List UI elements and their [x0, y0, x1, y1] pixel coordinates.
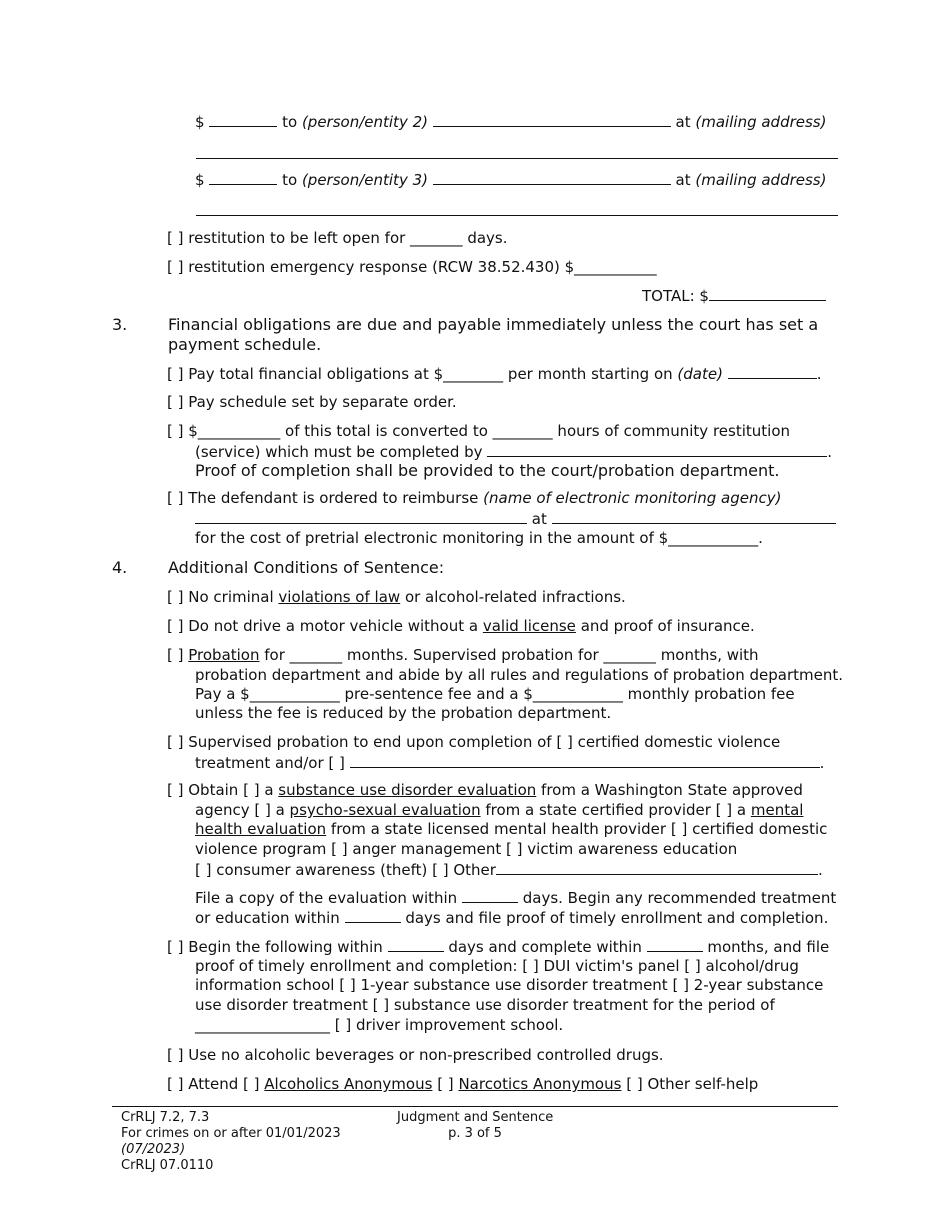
other-treatment-field[interactable] [350, 753, 820, 768]
entity-field[interactable] [433, 112, 671, 127]
mental-health-evaluation-link[interactable]: health evaluation [195, 820, 327, 838]
no-alcohol-checkbox[interactable]: [ ] Use no alcoholic beverages or non-prescribed controlled drugs. [167, 1046, 664, 1064]
section-4-number: 4. [112, 558, 128, 577]
payee-row-entity-2: $ to (person/entity 2) at (mailing address) [195, 113, 827, 131]
psycho-sexual-evaluation-link[interactable]: psycho-sexual evaluation [289, 801, 481, 819]
footer-left: CrRLJ 7.2, 7.3 For crimes on or after 01/01/2023 (07/2023) CrRLJ 07.0110 [121, 1110, 341, 1173]
footer-divider [112, 1106, 838, 1107]
treatment-days-field[interactable] [345, 908, 401, 923]
alcoholics-anonymous-link[interactable]: Alcoholics Anonymous [264, 1075, 433, 1093]
payee-row-entity-3: $ to (person/entity 3) at (mailing address) [195, 171, 827, 189]
pay-schedule-checkbox[interactable]: [ ] Pay schedule set by separate order. [167, 393, 457, 411]
footer-center [397, 1110, 553, 1142]
no-violations-checkbox[interactable]: [ ] No criminal violations of law or alcohol-related infractions. [167, 588, 626, 606]
restitution-open-checkbox[interactable]: [ ] restitution to be left open for _______ days. [167, 229, 508, 247]
amount-field[interactable] [209, 170, 277, 185]
attend-self-help-checkbox[interactable]: [ ] Attend [ ] Alcoholics Anonymous [ ] Narcotics Anonymous [ ] Other self-help [167, 1075, 759, 1093]
entity-field[interactable] [433, 170, 671, 185]
complete-months-field[interactable] [647, 937, 703, 952]
total-row: TOTAL: $ [642, 286, 826, 305]
section-4-heading: Additional Conditions of Sentence: [168, 558, 445, 577]
mental-health-evaluation-link[interactable]: mental [750, 801, 804, 819]
page-number: p. 3 of 5 [448, 1126, 502, 1141]
section-3-number: 3. [112, 315, 128, 334]
address-line[interactable] [196, 158, 838, 159]
restitution-emergency-checkbox[interactable]: [ ] restitution emergency response (RCW 38.52.430) $___________ [167, 258, 657, 276]
completion-date-field[interactable] [487, 442, 827, 457]
valid-license-link[interactable]: valid license [482, 617, 576, 635]
violations-of-law-link[interactable]: violations of law [278, 588, 401, 606]
amount-field[interactable] [209, 112, 277, 127]
section-3-heading: Financial obligations are due and payable immediately unless the court has set a payment schedule. [168, 315, 819, 354]
agency-address-field[interactable] [552, 509, 836, 524]
start-date-field[interactable] [728, 364, 817, 379]
substance-use-evaluation-link[interactable]: substance use disorder evaluation [278, 781, 537, 799]
no-driving-checkbox[interactable]: [ ] Do not drive a motor vehicle without a valid license and proof of insurance. [167, 617, 755, 635]
begin-days-field[interactable] [388, 937, 444, 952]
probation-link[interactable]: Probation [188, 646, 260, 664]
pay-total-checkbox[interactable]: [ ] Pay total financial obligations at $________ per month starting on (date) . [167, 365, 822, 383]
other-program-field[interactable] [496, 860, 818, 875]
document-title: Judgment and Sentence [397, 1110, 554, 1125]
evaluation-days-field[interactable] [462, 888, 518, 903]
agency-name-field[interactable] [195, 509, 527, 524]
address-line[interactable] [196, 215, 838, 216]
narcotics-anonymous-link[interactable]: Narcotics Anonymous [458, 1075, 622, 1093]
total-field[interactable] [709, 286, 826, 301]
